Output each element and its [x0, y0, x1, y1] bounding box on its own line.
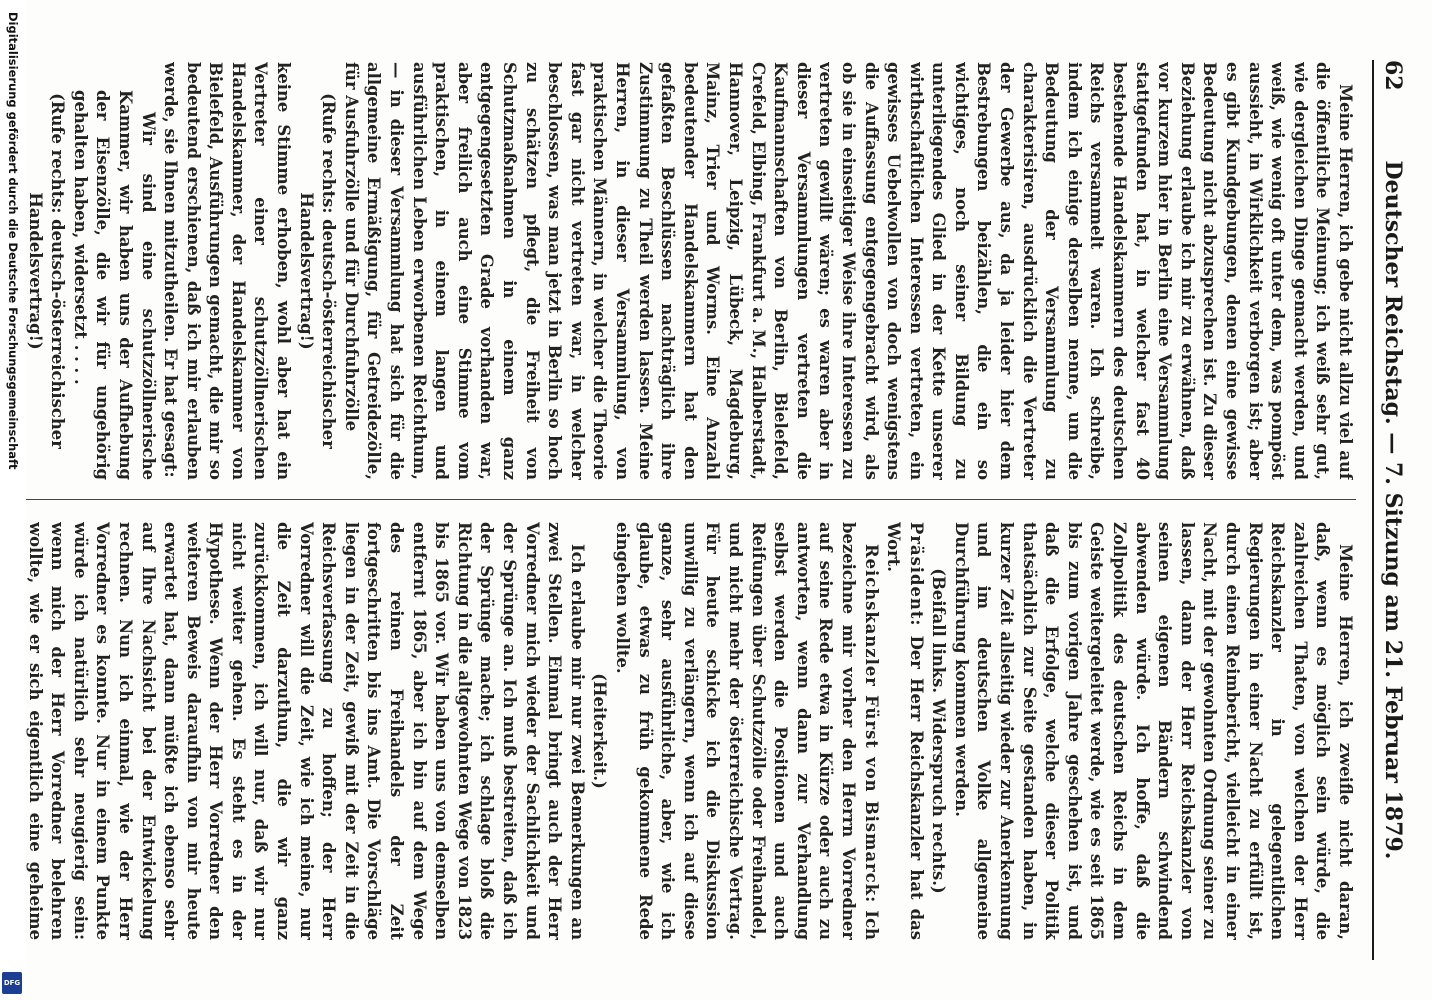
- paragraph-text: (Rufe rechts: deutsch-österreichischer Handelsvertrag!): [296, 93, 339, 449]
- stage-direction: [26, 62, 68, 480]
- page-header: [1372, 60, 1412, 960]
- paragraph-text: Meine Herren, ich gebe nicht allzu viel auf die öffentliche Meinung; ich weiß sehr gut, wie dergleichen Dinge gemacht werden, und weiß, wie wenig oft unter dem, was pompöst aussieht, in Wirklichkeit verborgen ist; aber es gibt Kundgebungen, denen eine gewisse Bedeutung nicht abzusprechen ist. Zu dieser Beziehung erlaube ich mir zu erwähnen, daß vor kurzem hier in Berlin eine Versammlung stattgefunden hat, in welcher fast 40 bestehende Handelskammern des deutschen Reichs versammelt waren. Ich schreibe, indem ich einige derselben nenne, um die Bedeutung der Versammlung zu charakterisiren, ausdrücklich die Vertreter der Gewerbe aus, da ja leider hier dem Bestrebungen beizählen, die ein so wichtiges, noch seiner Bildung zu unterliegendes Glied in der Kette unserer wirthschaftlichen Interessen vertreten, ein gewisses Uebelwollen von doch wenigstens die Auffassung entgegengebracht wird, als ob sie in einseitiger Weise ihre Interessen zu vertreten gewillt wären; es waren aber in dieser Versammlungen vertreten die Kaufmannschaften von Berlin, Bielefeld, Crefeld, Elbing, Frankfurt a. M., Halberstadt, Hannover, Leipzig, Lübeck, Magdeburg, Mainz, Trier und Worms. Eine Anzahl bedeutender Handelskammern hat den gefaßten Beschlüssen nachträglich ihre Zustimmung zu Theil werden lassen. Meine Herren, in dieser Versammlung, von praktischen Männern, in welcher die Theorie fast gar nicht vertreten war, in welcher beschlossen, was man jetzt in Berlin so hoch zu schätzen pflegt, die Freiheit von Schutzmaßnahmen in einem ganz entgegengesetzten Grade vorhanden war, aber freilich auch eine Stimme vom praktischen, in einem langen und ausführlichen Leben erworbenen Reichthum, — in dieser Versammlung hat sich für die allgemeine Ermäßigung, für Getreidezölle, für Ausfuhrzölle und für Durchfuhrzölle: [341, 62, 1355, 480]
- paragraph-text: Wir sind eine schutzzöllnerische Kammer, wir haben uns der Aufhebung der Eisenzölle, die wir für ungehörig gehalten haben, widersetzt . . . .: [70, 90, 158, 480]
- stage-direction: [588, 522, 611, 940]
- stage-direction: [927, 522, 950, 940]
- page-title: Deutscher Reichstag. — 7. Sitzung am 21. Februar 1879.: [1380, 160, 1406, 860]
- paragraph-text: (Heiterkeit.): [590, 673, 610, 789]
- digitization-sidebar: [0, 0, 26, 1000]
- speaker-name: Reichskanzler Fürst von Bismarck:: [861, 544, 881, 904]
- paragraph-text: Der Herr Reichskanzler hat das Wort.: [884, 522, 926, 940]
- stage-direction: [294, 62, 339, 480]
- header-rule: [1372, 60, 1374, 960]
- column-divider: [26, 499, 1356, 500]
- paragraph: [882, 522, 927, 940]
- funding-credit: Digitalisierung gefördert durch die Deutsche Forschungsgemeinschaft: [6, 12, 20, 470]
- paragraph-text: Ich erlaube mir nur zwei Bemerkungen an zwei Stellen. Einmal bringt auch der Herr Vorredner mich wieder der Sachlichkeit und der Sprünge an. Ich muß bestreiten, daß ich der Sprünge mache; ich schlage bloß die Richtung in die altgewohnten Wege von 1823 bis 1865 vor. Wir haben uns von demselben entfernt 1865, aber ich bin auf dem Wege des reinen Freihandels der Zeit fortgeschritten bis ins Amt. Die Vorschläge liegen in der Zeit, gewiß mit der Zeit in die Reichsverfassung zu hoffen; der Herr Vorredner will die Zeit, wie ich meine, nur die Zeit darzuthun, die wir ganz zurückkommen, ich will nur, daß wir nur nicht weiter gehen. Es steht es in der Hypothese. Wenn der Herr Vorredner den weiteren Beweis daraufhin von mir heute erwartet hat, dann müßte ich ebenso sehr auf Ihre Nachsicht bei der Entwickelung rechnen. Nun ich einmal, wie der Herr Vorredner es konnte. Nur in einem Punkte würde ich natürlich sehr neugierig sein: wenn mich der Herr Vorredner belehren wollte, wie er sich eigentlich eine geheime: [26, 522, 587, 940]
- paragraph: [949, 522, 1356, 940]
- dfg-logo-icon: DFG: [2, 972, 22, 994]
- paragraph-text: Meine Herren, ich zweifle nicht daran, daß, wenn es möglich sein würde, die zahlreichen Thaten, von welchen der Herr Reichskanzler in gelegentlichen Regierungen in einer Nacht zu erfüllt ist, durch einen Reimbericht, vielleicht in einer Nacht, mit der gewohnten Ordnung seiner zu lassen, dann der Herr Reichskanzler von seinen eigenen Bändern schwindend abwenden würde. Ich hoffe, daß die Zollpolitik des deutschen Reichs in dem Geiste weitergeleitet werde, wie es seit 1865 bis zum vorigen Jahre geschehen ist, und daß die Erfolge, welche dieser Politik thatsächlich zur Seite gestanden haben, in kurzer Zeit allseitig wieder zur Anerkennung und im deutschen Volke allgemeine Durchführung kommen werden.: [951, 522, 1355, 940]
- paragraph-text: Ich bezeichne mir vorher den Herrn Vorredner auf seine Rede etwa in Kürze oder auch zu antworten, wenn dann zur Verhandlung selbst werden die Positionen und auch Reifungen über Schutzzölle oder Freihandel, und nicht mehr der österreichische Vertrag. Für heute schicke ich die Diskussion unwillig zu verlängern, wenn ich auf diese ganze, sehr ausführliche, aber, wie ich glaube, etwas zu früh gekommene Rede eingehen wollte.: [613, 522, 881, 940]
- text-column-left: [26, 62, 1356, 480]
- page-number: 62: [1380, 60, 1406, 91]
- paragraph-text: (Beifall links. Widerspruch rechts.): [929, 568, 949, 894]
- paragraph: [339, 62, 1356, 480]
- paragraph-text: keine Stimme erhoben, wohl aber hat ein Vertreter einer schutzzöllnerischen Handelskammer, der Handelskammer von Bielefeld, Ausführungen gemacht, die mir so bedeutend erschienen, daß ich mir erlauben werde, sie Ihnen mitzutheilen. Er hat gesagt:: [161, 62, 294, 480]
- text-column-right: [26, 522, 1356, 940]
- paragraph-text: (Rufe rechts: deutsch-österreichischer Handelsvertrag!): [26, 93, 68, 449]
- speaker-name: Präsident:: [906, 522, 926, 627]
- paragraph: [159, 62, 295, 480]
- paragraph: [610, 522, 881, 940]
- paragraph: [26, 522, 588, 940]
- quoted-paragraph: [68, 62, 158, 480]
